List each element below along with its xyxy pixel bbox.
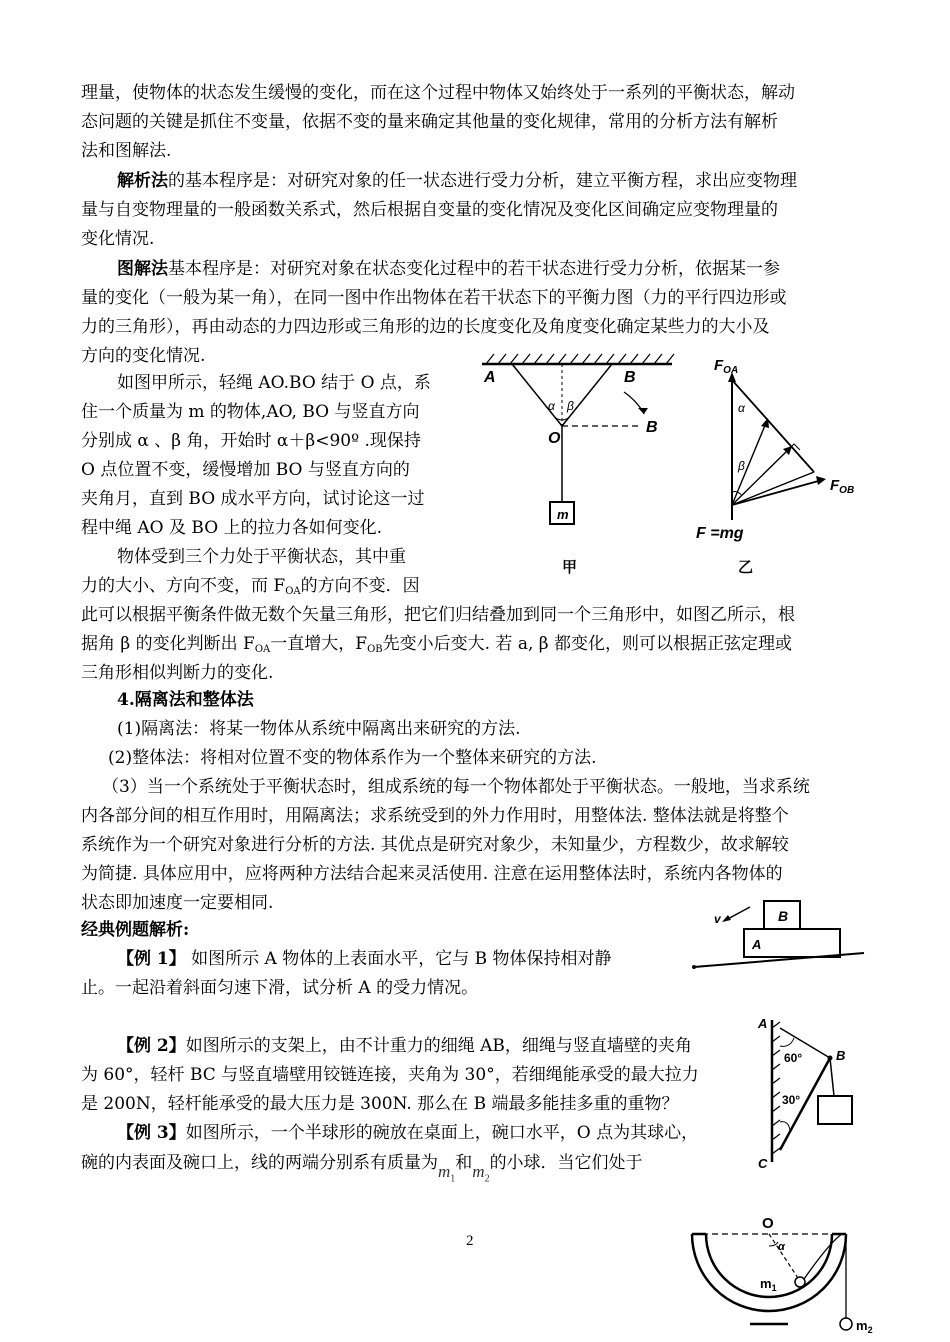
example-line-1: 如图甲所示，轻绳 AO.BO 结于 O 点，系	[117, 373, 431, 393]
bowl-alpha: α	[778, 1241, 785, 1253]
foa-subscript: OA	[285, 586, 301, 597]
yi-fob-sub: OB	[839, 485, 855, 496]
m1-symbol	[438, 1162, 456, 1185]
ex2-line-3: 是 200N，轻杆能承受的最大压力是 300N. 那么在 B 端最多能挂多重的重物？	[81, 1094, 679, 1114]
section4-item-3-line-3: 系统作为一个研究对象进行分析的方法. 其优点是研究对象少，未知量少，方程数少，故求解较	[81, 835, 789, 855]
yi-alpha: α	[738, 401, 745, 415]
page-number: 2	[466, 1233, 474, 1249]
ex1-tag: 【例 1】	[117, 949, 186, 969]
m2-sub: 2	[484, 1173, 490, 1185]
yi-foa-sub: OA	[723, 365, 739, 376]
section4-item-1: (1)隔离法：将某一物体从系统中隔离出来研究的方法.	[117, 719, 521, 739]
bowl-m2	[856, 1318, 873, 1335]
ex2-line-2: 为 60°，轻杆 BC 与竖直墙壁用铰链连接，夹角为 30°，若细绳能承受的最大拉力	[81, 1065, 699, 1085]
example-line-8	[81, 572, 420, 603]
example-line-2: 住一个质量为 m 的物体,AO, BO 与竖直方向	[81, 402, 420, 422]
analytic-line-2: 量与自变物理量的一般函数关系式，然后根据自变量的变化情况及变化区间确定应变物理量的	[81, 200, 778, 220]
bracket-a: A	[758, 1016, 768, 1031]
m2-letter: m	[472, 1162, 485, 1181]
ex3-text: 如图所示，一个半球形的碗放在桌面上，碗口水平，O 点为其球心，	[185, 1123, 699, 1143]
yi-caption: 乙	[738, 559, 754, 576]
analytic-line-3: 变化情况.	[81, 229, 155, 249]
ex3-line-2b: 的小球．当它们处于	[489, 1153, 643, 1173]
ex2-tag: 【例 2】	[117, 1036, 186, 1056]
bowl-m1-sub: 1	[771, 1283, 777, 1293]
jia-label-alpha: α	[548, 399, 555, 413]
graphic-line-3: 力的三角形），再由动态的力四边形或三角形的边的长度变化及角度变化确定某些力的大小及	[81, 317, 770, 337]
m1-letter: m	[438, 1162, 451, 1181]
jia-label-b-arrow: B	[646, 419, 658, 436]
m1-sub: 1	[450, 1173, 456, 1185]
bracket-30: 30°	[782, 1093, 801, 1107]
ex3-line-2	[81, 1148, 643, 1184]
bracket-60: 60°	[784, 1051, 803, 1065]
example-line-7: 物体受到三个力处于平衡状态，其中重	[117, 547, 406, 567]
ex2-line-1	[117, 1032, 692, 1061]
example-line-10a: 据角 β 的变化判断出 F	[81, 634, 255, 654]
foa-subscript-2: OA	[254, 644, 271, 655]
example-line-9: 此可以根据平衡条件做无数个矢量三角形，把它们归结叠加到同一个三角形中，如图乙所示，根	[81, 605, 795, 625]
yi-f-mg: F =mg	[696, 525, 744, 542]
classic-heading: 经典例题解析:	[81, 920, 190, 940]
intro-line-1: 理量，使物体的状态发生缓慢的变化，而在这个过程中物体又始终处于一系列的平衡状态，解动	[81, 83, 795, 103]
figure-bowl	[680, 1212, 890, 1340]
m2-symbol	[472, 1162, 490, 1185]
yi-fob-letter: F	[830, 477, 840, 494]
example-line-4: O 点位置不变，缓慢增加 BO 与竖直方向的	[81, 460, 410, 480]
section4-item-3-line-4: 为简捷. 具体应用中，应将两种方法结合起来灵活使用. 注意在运用整体法时，系统内各物体的	[81, 864, 783, 884]
graphic-term: 图解法	[117, 259, 168, 279]
bowl-m2-letter: m	[856, 1318, 868, 1333]
jia-caption: 甲	[562, 559, 578, 576]
analytic-line-1	[117, 167, 797, 196]
example-line-10c: 先变小后变大. 若 a, β 都变化，则可以根据正弦定理或	[382, 634, 792, 654]
yi-beta: β	[738, 459, 745, 473]
example-line-8a: 力的大小、方向不变，而 F	[81, 576, 286, 596]
example-line-3: 分别成 α 、β 角，开始时 α＋β<90º .现保持	[81, 431, 421, 451]
ex1-line-2: 止。一起沿着斜面匀速下滑，试分析 A 的受力情况。	[81, 978, 479, 998]
figure-jia	[478, 350, 678, 585]
figure-slope	[688, 895, 868, 975]
figure-yi	[688, 350, 878, 585]
analytic-text: 的基本程序是：对研究对象的任一状态进行受力分析，建立平衡方程，求出应变物理	[168, 171, 797, 191]
slope-a: A	[752, 937, 762, 952]
graphic-text: 基本程序是：对研究对象在状态变化过程中的若干状态进行受力分析，依据某一参	[168, 259, 780, 279]
fob-subscript: OB	[367, 644, 383, 655]
intro-line-2: 态问题的关键是抓住不变量，依据不变的量来确定其他量的变化规律，常用的分析方法有解析	[81, 112, 778, 132]
slope-b: B	[778, 908, 789, 924]
example-line-10	[81, 630, 792, 661]
example-line-5: 夹角月，直到 BO 成水平方向，试讨论这一过	[81, 489, 425, 509]
jia-label-beta: β	[567, 399, 574, 413]
yi-foa-letter: F	[714, 357, 724, 374]
section4-item-3-line-5: 状态即加速度一定要相同.	[81, 893, 274, 913]
example-line-11: 三角形相似判断力的变化.	[81, 663, 274, 683]
yi-foa-label	[714, 357, 738, 376]
jia-label-a: A	[484, 369, 496, 386]
jia-mass-label: m	[557, 507, 569, 522]
bowl-m1-letter: m	[760, 1276, 772, 1291]
yi-fob-label	[830, 477, 854, 496]
bracket-b: B	[836, 1048, 846, 1063]
bowl-o: O	[762, 1215, 774, 1232]
ex1-line-1	[117, 945, 612, 974]
jia-label-o: O	[548, 430, 561, 447]
example-line-6: 程中绳 AO 及 BO 上的拉力各如何变化.	[81, 518, 382, 538]
section4-item-2: (2)整体法：将相对位置不变的物体系作为一个整体来研究的方法.	[108, 748, 597, 768]
ex1-text: 如图所示 A 物体的上表面水平，它与 B 物体保持相对静	[185, 949, 612, 969]
bracket-c: C	[758, 1156, 768, 1170]
section4-heading: 4.隔离法和整体法	[117, 690, 254, 710]
example-line-10b: 一直增大，F	[270, 634, 368, 654]
intro-line-3: 法和图解法.	[81, 141, 172, 161]
example-line-8b: 的方向不变．因	[300, 576, 420, 596]
ex3-tag: 【例 3】	[117, 1123, 186, 1143]
graphic-line-2: 量的变化（一般为某一角），在同一图中作出物体在若干状态下的平衡力图（力的平行四边形或	[81, 288, 787, 308]
section4-item-3-line-1: （3）当一个系统处于平衡状态时，组成系统的每一个物体都处于平衡状态。一般地，当求系统	[102, 777, 810, 797]
section4-item-3-line-2: 内各部分间的相互作用时，用隔离法；求系统受到的外力作用时，用整体法. 整体法就是将整个	[81, 806, 789, 826]
ex3-line-2a: 碗的内表面及碗口上，线的两端分别系有质量为	[81, 1153, 438, 1173]
ex3-and: 和	[455, 1153, 473, 1173]
bowl-m1	[760, 1276, 777, 1293]
ex3-line-1	[117, 1119, 698, 1148]
slope-v: v	[714, 912, 721, 926]
figure-bracket	[750, 1010, 870, 1170]
jia-label-b-top: B	[624, 369, 636, 386]
graphic-line-1	[117, 255, 780, 284]
graphic-line-4: 方向的变化情况.	[81, 346, 206, 366]
ex2-text: 如图所示的支架上，由不计重力的细绳 AB，细绳与竖直墙壁的夹角	[185, 1036, 692, 1056]
bowl-m2-sub: 2	[867, 1325, 873, 1335]
analytic-term: 解析法	[117, 171, 168, 191]
